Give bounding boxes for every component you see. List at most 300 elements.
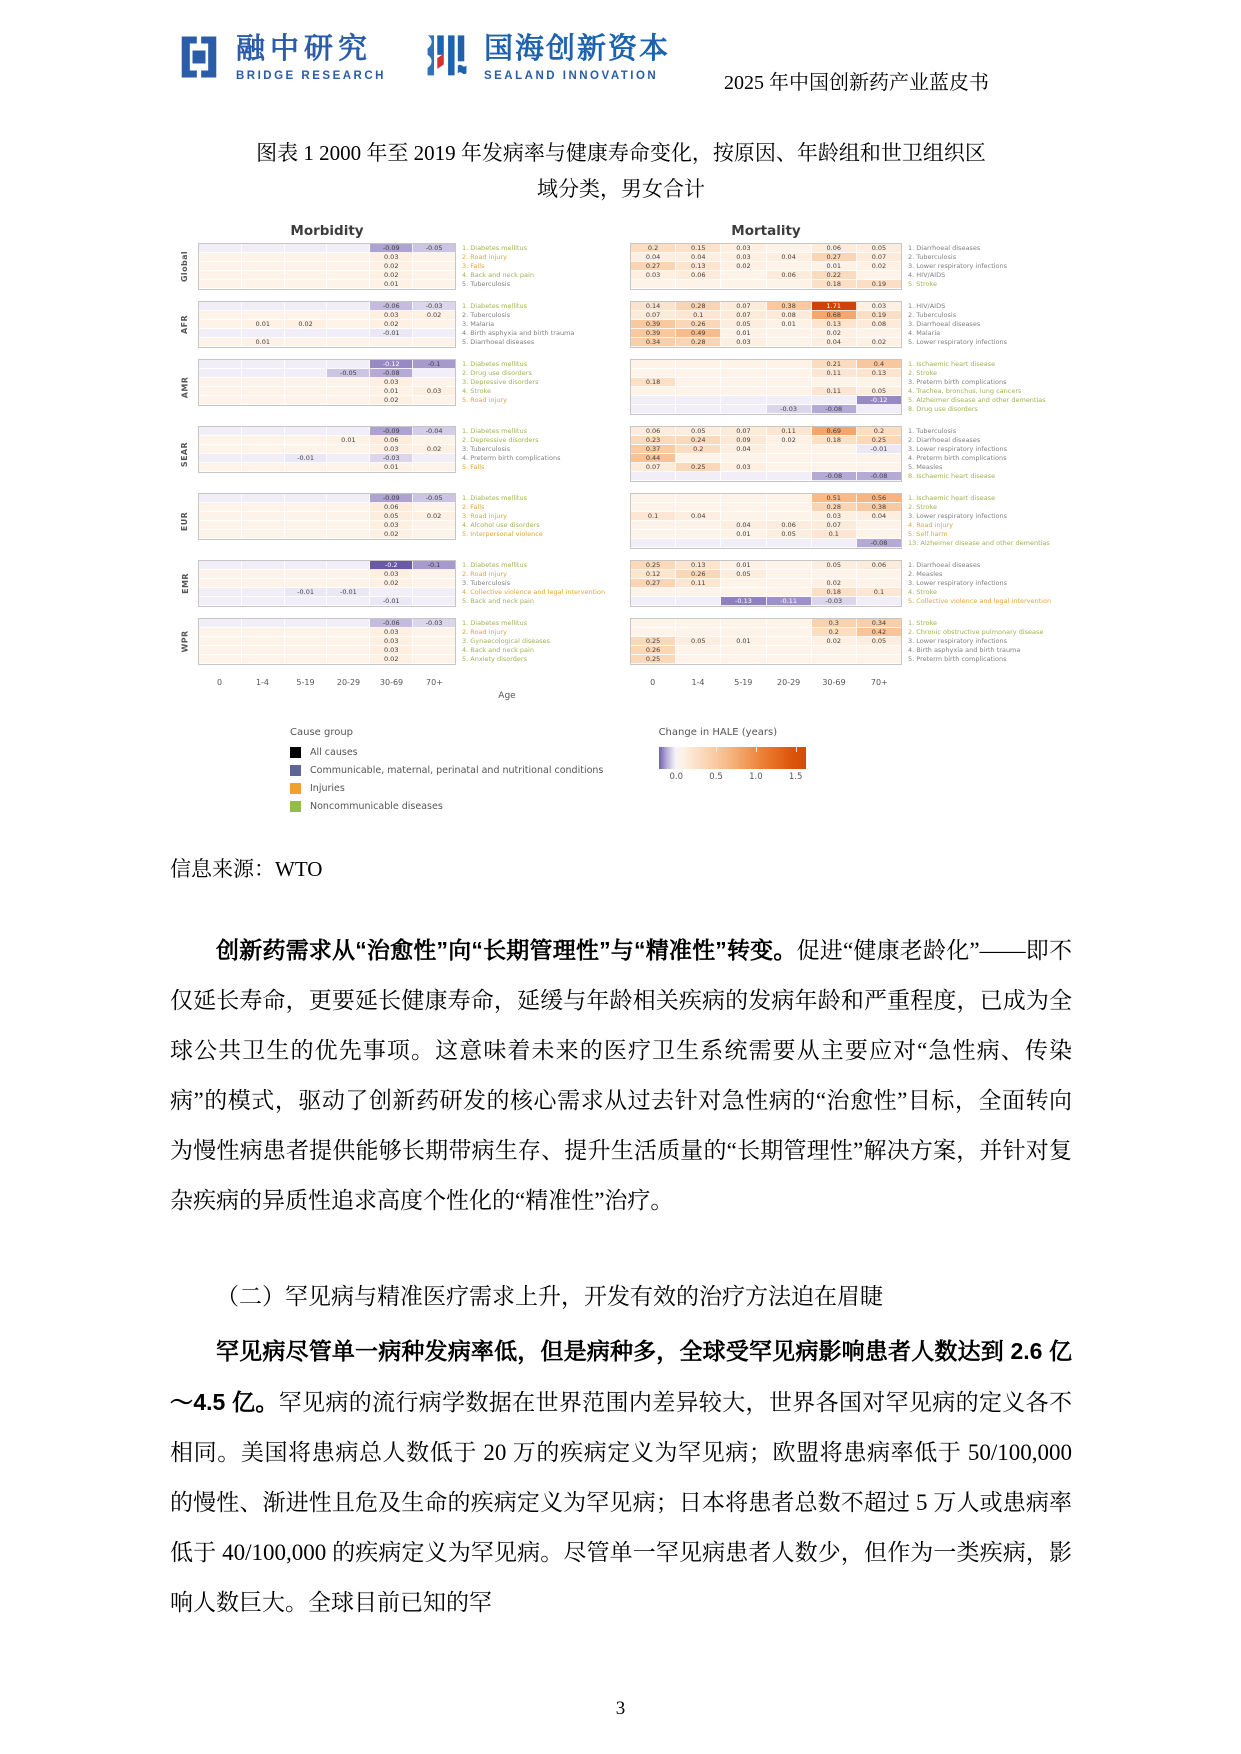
heatmap-cell: 0.02 xyxy=(370,271,413,280)
heatmap-cell xyxy=(631,597,676,606)
heatmap-cell xyxy=(413,436,455,445)
heatmap-cell xyxy=(413,521,455,530)
heatmap-cell: 0.07 xyxy=(721,302,766,311)
heatmap-cell: 0.02 xyxy=(370,530,413,539)
heatmap-cell: 0.04 xyxy=(631,253,676,262)
heatmap-cell xyxy=(242,628,285,637)
heatmap-cell xyxy=(199,436,242,445)
heatmap-cell: 0.3 xyxy=(812,619,857,628)
disease-label: 2. Chronic obstructive pulmonary disease xyxy=(908,628,1044,636)
heatmap-cell xyxy=(676,369,721,378)
heatmap-cell xyxy=(199,244,242,253)
heatmap-cell xyxy=(413,338,455,347)
heatmap-cell xyxy=(767,646,812,655)
disease-label: 3. Tuberculosis xyxy=(462,579,511,587)
heatmap-cell: 0.02 xyxy=(767,436,812,445)
heatmap-block xyxy=(630,493,902,549)
heatmap-cell: 0.02 xyxy=(370,655,413,664)
heatmap-cell xyxy=(812,378,857,387)
region-label: EMR xyxy=(180,573,190,594)
figure-caption-line1: 图表 1 2000 年至 2019 年发病率与健康寿命变化，按原因、年龄组和世卫组织区 xyxy=(256,141,986,165)
heatmap-cell xyxy=(721,494,766,503)
heatmap-cell xyxy=(327,329,370,338)
heatmap-cell xyxy=(767,262,812,271)
heatmap-cell xyxy=(812,445,857,454)
heatmap-cell xyxy=(857,329,901,338)
disease-label: 5. Preterm birth complications xyxy=(908,655,1007,663)
heatmap-block xyxy=(198,426,456,473)
heatmap-cell: -0.01 xyxy=(370,329,413,338)
heatmap-cell: 0.01 xyxy=(812,262,857,271)
disease-label-column xyxy=(902,359,1074,414)
heatmap-cell xyxy=(767,244,812,253)
heatmap-cell: 0.05 xyxy=(721,570,766,579)
paragraph-2 xyxy=(170,1326,1072,1628)
disease-label: 4. Back and neck pain xyxy=(462,271,534,279)
heatmap-cell xyxy=(721,280,766,289)
region-label: AFR xyxy=(180,314,190,335)
heatmap-cell xyxy=(242,244,285,253)
disease-label-column xyxy=(902,426,1074,481)
heatmap-cell xyxy=(676,378,721,387)
heatmap-cell xyxy=(199,253,242,262)
heatmap-cell xyxy=(285,436,328,445)
age-tick: 0 xyxy=(650,678,656,687)
disease-label: 4. Malaria xyxy=(908,329,941,337)
colorbar-tick: 0.0 xyxy=(669,772,684,782)
heatmap-cell xyxy=(242,262,285,271)
disease-label: 5. Interpersonal violence xyxy=(462,530,543,538)
heatmap-cell xyxy=(721,472,766,481)
heatmap-cell xyxy=(242,512,285,521)
heatmap-cell xyxy=(767,378,812,387)
heatmap-cell xyxy=(721,539,766,548)
heatmap-cell: 0.03 xyxy=(721,244,766,253)
heatmap-cell: -0.06 xyxy=(370,619,413,628)
heatmap-cell xyxy=(857,454,901,463)
heatmap-cell: 0.03 xyxy=(370,637,413,646)
heatmap-cell xyxy=(327,253,370,262)
heatmap-cell xyxy=(676,472,721,481)
region-row xyxy=(172,493,1074,549)
heatmap-cell xyxy=(199,387,242,396)
heatmap-cell: 0.38 xyxy=(767,302,812,311)
disease-label-column xyxy=(456,560,630,606)
age-axis-label: Age xyxy=(498,691,516,701)
heatmap-cell: -0.03 xyxy=(767,405,812,414)
age-tick: 20-29 xyxy=(336,678,361,687)
heatmap-cell xyxy=(285,302,328,311)
disease-label: 3. Malaria xyxy=(462,320,495,328)
heatmap-block xyxy=(630,301,902,348)
heatmap-block xyxy=(630,426,902,482)
heatmap-cell xyxy=(413,463,455,472)
heatmap-cell xyxy=(721,360,766,369)
heatmap-cell: 0.01 xyxy=(370,387,413,396)
disease-label: 3. Lower respiratory infections xyxy=(908,512,1008,520)
heatmap-cell: 0.2 xyxy=(812,628,857,637)
heatmap-cell xyxy=(721,628,766,637)
heatmap-cell xyxy=(631,472,676,481)
heatmap-block xyxy=(630,359,902,415)
heatmap-cell xyxy=(721,396,766,405)
disease-label: 3. Depressive disorders xyxy=(462,378,539,386)
heatmap-cell xyxy=(199,378,242,387)
heatmap-cell xyxy=(812,539,857,548)
heatmap-cell xyxy=(327,530,370,539)
heatmap-cell: 0.08 xyxy=(857,320,901,329)
disease-label: 2. Road injury xyxy=(462,628,508,636)
heatmap-cell: 0.03 xyxy=(721,463,766,472)
heatmap-cell xyxy=(285,597,328,606)
disease-label: 3. Preterm birth complications xyxy=(908,378,1007,386)
heatmap-cell xyxy=(676,521,721,530)
heatmap-cell xyxy=(285,628,328,637)
heatmap-block xyxy=(198,301,456,348)
heatmap-cell: -0.03 xyxy=(413,302,455,311)
disease-label: 2. Tuberculosis xyxy=(908,311,957,319)
heatmap-cell: 0.05 xyxy=(676,427,721,436)
heatmap-cell xyxy=(767,539,812,548)
heatmap-cell xyxy=(199,454,242,463)
heatmap-cell: 0.06 xyxy=(370,436,413,445)
heatmap-cell: 0.03 xyxy=(721,338,766,347)
heatmap-cell xyxy=(242,280,285,289)
heatmap-cell: 0.34 xyxy=(631,338,676,347)
disease-label: 2. Stroke xyxy=(908,369,937,377)
page-number: 3 xyxy=(615,1698,626,1719)
heatmap-cell xyxy=(327,503,370,512)
cause-group-legend-item xyxy=(290,765,659,776)
disease-label: 3. Lower respiratory infections xyxy=(908,637,1008,645)
heatmap-cell xyxy=(721,655,766,664)
heatmap-cell: 0.27 xyxy=(631,262,676,271)
heatmap-cell: 0.02 xyxy=(812,579,857,588)
heatmap-cell xyxy=(199,579,242,588)
heatmap-cell xyxy=(327,396,370,405)
heatmap-cell: 0.25 xyxy=(631,655,676,664)
heatmap-cell xyxy=(767,512,812,521)
heatmap-cell: 0.03 xyxy=(413,387,455,396)
heatmap-cell xyxy=(199,262,242,271)
heatmap-cell xyxy=(242,360,285,369)
region-row xyxy=(172,560,1074,607)
heatmap-cell xyxy=(631,360,676,369)
heatmap-cell: -0.08 xyxy=(812,472,857,481)
heatmap-cell: 0.01 xyxy=(327,436,370,445)
heatmap-cell: -0.01 xyxy=(285,454,328,463)
paragraph-2-text: 罕见病的流行病学数据在世界范围内差异较大，世界各国对罕见病的定义各不相同。美国将患病总人数低于 20 万的疾病定义为罕见病；欧盟将患病率低于 50/100,000 的慢性、渐进性且危及生命的疾病定义为罕见病；日本将患者总数不超过 5 万人或患病率低于 40/100,000 的疾病定义为罕见病。尽管单一罕见病患者人数少，但作为一类疾病，影响人数巨大。全球目前已知的罕 xyxy=(170,1390,1072,1615)
heatmap-cell xyxy=(199,280,242,289)
disease-label: 13. Alzheimer disease and other dementias xyxy=(908,539,1050,547)
heatmap-cell: 0.06 xyxy=(676,271,721,280)
paragraph-2-lead: 罕见病尽管单一病种发病率低，但是病种多，全球受罕见病影响患者人数达到 2.6 亿～4.5 亿。 xyxy=(170,1338,1072,1415)
heatmap-cell: 0.21 xyxy=(812,360,857,369)
heatmap-cell: 0.09 xyxy=(721,436,766,445)
heatmap-cell: 0.02 xyxy=(285,320,328,329)
heatmap-cell: 0.01 xyxy=(767,320,812,329)
disease-label: 2. Falls xyxy=(462,503,485,511)
heatmap-cell xyxy=(413,320,455,329)
heatmap-cell xyxy=(242,597,285,606)
heatmap-cell xyxy=(327,561,370,570)
heatmap-cell xyxy=(327,655,370,664)
heatmap-cell xyxy=(199,512,242,521)
heatmap-cell xyxy=(242,396,285,405)
heatmap-cell xyxy=(327,271,370,280)
heatmap-cell xyxy=(199,588,242,597)
heatmap-cell: 0.51 xyxy=(812,494,857,503)
heatmap-cell: 0.2 xyxy=(631,244,676,253)
heatmap-cell xyxy=(767,329,812,338)
legend-label: All causes xyxy=(310,747,358,758)
heatmap-cell xyxy=(199,561,242,570)
heatmap-cell: 0.01 xyxy=(721,561,766,570)
disease-label: 5. Anxiety disorders xyxy=(462,655,527,663)
disease-label: 3. Road injury xyxy=(462,512,508,520)
region-row xyxy=(172,426,1074,482)
heatmap-cell: 0.02 xyxy=(721,262,766,271)
heatmap-cell xyxy=(631,521,676,530)
disease-label: 4. Back and neck pain xyxy=(462,646,534,654)
heatmap-cell: 0.27 xyxy=(631,579,676,588)
heatmap-cell xyxy=(242,427,285,436)
disease-label: 1. Ischaemic heart disease xyxy=(908,360,996,368)
heatmap-cell xyxy=(285,619,328,628)
heatmap-cell xyxy=(631,396,676,405)
heatmap-cell: 0.05 xyxy=(370,512,413,521)
heatmap-cell: 0.26 xyxy=(676,320,721,329)
heatmap-cell: 0.04 xyxy=(767,253,812,262)
heatmap-cell xyxy=(767,655,812,664)
heatmap-cell xyxy=(767,280,812,289)
hale-colorbar xyxy=(659,727,806,819)
disease-label: 3. Tuberculosis xyxy=(462,445,511,453)
disease-label: 2. Measles xyxy=(908,570,943,578)
heatmap-cell: 0.1 xyxy=(857,588,901,597)
heatmap-cell xyxy=(199,302,242,311)
heatmap-cell: -0.2 xyxy=(370,561,413,570)
disease-label: 2. Road injury xyxy=(462,253,508,261)
panel-title-mortality: Mortality xyxy=(731,223,801,239)
heatmap-cell: -0.03 xyxy=(413,619,455,628)
disease-label: 4. Road injury xyxy=(908,521,954,529)
disease-label: 3. Lower respiratory infections xyxy=(908,262,1008,270)
disease-label: 1. Diarrhoeal diseases xyxy=(908,244,981,252)
heatmap-cell xyxy=(242,646,285,655)
heatmap-cell xyxy=(327,570,370,579)
heatmap-cell xyxy=(857,570,901,579)
heatmap-cell: 0.03 xyxy=(370,445,413,454)
heatmap-cell: 0.13 xyxy=(676,561,721,570)
heatmap-cell xyxy=(676,360,721,369)
heatmap-cell xyxy=(242,588,285,597)
disease-label: 5. Alzheimer disease and other dementias xyxy=(908,396,1046,404)
heatmap-cell xyxy=(199,338,242,347)
disease-label-column xyxy=(902,301,1074,347)
heatmap-cell xyxy=(676,588,721,597)
bridge-research-name-cn: 融中研究 xyxy=(236,33,373,65)
heatmap-cell xyxy=(767,369,812,378)
heatmap-cell: 0.01 xyxy=(242,320,285,329)
disease-label: 3. Falls xyxy=(462,262,485,270)
heatmap-cell: 0.27 xyxy=(812,253,857,262)
heatmap-cell: 0.44 xyxy=(631,454,676,463)
cause-group-legend xyxy=(290,727,659,819)
figure-source: 信息来源：WTO xyxy=(170,857,323,881)
heatmap-cell: 0.03 xyxy=(370,628,413,637)
disease-label: 4. Collective violence and legal intervention xyxy=(462,588,606,596)
heatmap-cell xyxy=(413,262,455,271)
heatmap-cell: 0.18 xyxy=(812,436,857,445)
heatmap-cell xyxy=(242,570,285,579)
hale-colorbar-gradient xyxy=(659,747,806,769)
colorbar-tick: 1.0 xyxy=(749,772,763,782)
disease-label: 4. Alcohol use disorders xyxy=(462,521,540,529)
heatmap-cell xyxy=(676,655,721,664)
disease-label-column xyxy=(902,618,1074,664)
heatmap-cell xyxy=(327,646,370,655)
heatmap-cell xyxy=(721,512,766,521)
heatmap-cell: 0.19 xyxy=(857,280,901,289)
heatmap-cell xyxy=(242,579,285,588)
heatmap-cell xyxy=(413,378,455,387)
heatmap-cell xyxy=(812,396,857,405)
disease-label: 1. Stroke xyxy=(908,619,937,627)
heatmap-cell xyxy=(413,369,455,378)
heatmap-cell: 0.19 xyxy=(857,311,901,320)
heatmap-cell: 0.07 xyxy=(857,253,901,262)
region-row xyxy=(172,618,1074,665)
heatmap-cell: 0.03 xyxy=(370,570,413,579)
heatmap-cell xyxy=(413,628,455,637)
heatmap-cell xyxy=(327,262,370,271)
legend-swatch xyxy=(290,765,301,776)
heatmap-cell xyxy=(631,369,676,378)
heatmap-cell: 0.22 xyxy=(812,271,857,280)
heatmap-cell xyxy=(242,311,285,320)
heatmap-cell: 0.05 xyxy=(767,530,812,539)
disease-label: 5. Measles xyxy=(908,463,943,471)
heatmap-cell xyxy=(721,503,766,512)
heatmap-cell: 0.18 xyxy=(812,280,857,289)
heatmap-cell: 0.26 xyxy=(631,646,676,655)
heatmap-cell xyxy=(327,521,370,530)
heatmap-cell: 0.02 xyxy=(370,262,413,271)
heatmap-cell: 0.02 xyxy=(413,311,455,320)
heatmap-cell xyxy=(285,244,328,253)
heatmap-cell xyxy=(812,454,857,463)
heatmap-cell xyxy=(812,463,857,472)
heatmap-cell: 0.05 xyxy=(721,320,766,329)
disease-label: 2. Tuberculosis xyxy=(908,253,957,261)
heatmap-cell xyxy=(285,579,328,588)
heatmap-cell: 0.02 xyxy=(857,262,901,271)
heatmap-cell: 0.06 xyxy=(857,561,901,570)
heatmap-cell xyxy=(285,503,328,512)
heatmap-cell xyxy=(285,494,328,503)
heatmap-cell: 0.14 xyxy=(631,302,676,311)
disease-label: 5. Falls xyxy=(462,463,485,471)
age-tick: 5-19 xyxy=(296,678,315,687)
heatmap-cell: 0.03 xyxy=(370,253,413,262)
region-row xyxy=(172,301,1074,348)
heatmap-cell: 0.39 xyxy=(631,320,676,329)
heatmap-cell: -0.05 xyxy=(327,369,370,378)
heatmap-cell xyxy=(285,530,328,539)
legend-swatch xyxy=(290,801,301,812)
heatmap-cell xyxy=(242,302,285,311)
disease-label: 2. Depressive disorders xyxy=(462,436,539,444)
heatmap-cell xyxy=(413,530,455,539)
heatmap-cell xyxy=(285,369,328,378)
heatmap-cell: -0.08 xyxy=(857,472,901,481)
heatmap-cell xyxy=(199,445,242,454)
region-label: Global xyxy=(180,250,190,283)
heatmap-cell: -0.01 xyxy=(370,597,413,606)
heatmap-cell xyxy=(199,646,242,655)
heatmap-cell: 0.06 xyxy=(631,427,676,436)
heatmap-cell xyxy=(242,445,285,454)
heatmap-block xyxy=(630,560,902,607)
heatmap-cell xyxy=(285,570,328,579)
heatmap-cell: -0.1 xyxy=(413,360,455,369)
heatmap-cell xyxy=(199,329,242,338)
heatmap-cell: 0.38 xyxy=(857,503,901,512)
heatmap-cell: 0.07 xyxy=(631,463,676,472)
heatmap-cell: 0.13 xyxy=(676,262,721,271)
heatmap-cell: 0.02 xyxy=(370,396,413,405)
heatmap-cell: 0.03 xyxy=(631,271,676,280)
heatmap-cell: 0.15 xyxy=(676,244,721,253)
heatmap-cell xyxy=(327,579,370,588)
heatmap-cell: 0.04 xyxy=(721,445,766,454)
heatmap-cell: 0.34 xyxy=(857,619,901,628)
disease-label: 1. Ischaemic heart disease xyxy=(908,494,996,502)
heatmap-cell: 0.06 xyxy=(812,244,857,253)
disease-label-column xyxy=(456,618,630,664)
heatmap-cell: 0.01 xyxy=(370,463,413,472)
heatmap-cell xyxy=(413,454,455,463)
heatmap-cell xyxy=(370,588,413,597)
figure-caption-line2: 域分类，男女合计 xyxy=(537,177,705,201)
heatmap-cell xyxy=(857,655,901,664)
heatmap-cell xyxy=(242,387,285,396)
disease-label: 5. Stroke xyxy=(908,280,937,288)
region-label: WPR xyxy=(180,630,190,653)
heatmap-cell xyxy=(767,387,812,396)
heatmap-cell xyxy=(676,530,721,539)
legend-label: Noncommunicable diseases xyxy=(310,801,443,812)
heatmap-cell xyxy=(631,387,676,396)
disease-label-column xyxy=(456,426,630,472)
age-tick: 70+ xyxy=(426,678,443,687)
heatmap-cell xyxy=(767,360,812,369)
heatmap-cell: 0.07 xyxy=(631,311,676,320)
heatmap-cell xyxy=(285,329,328,338)
heatmap-cell xyxy=(327,320,370,329)
heatmap-cell xyxy=(327,619,370,628)
legend-swatch xyxy=(290,747,301,758)
heatmap-cell xyxy=(285,280,328,289)
heatmap-cell xyxy=(242,655,285,664)
heatmap-cell xyxy=(327,360,370,369)
heatmap-cell xyxy=(767,579,812,588)
region-row xyxy=(172,243,1074,290)
bridge-research-logo xyxy=(172,30,386,84)
disease-label: 4. HIV/AIDS xyxy=(908,271,946,279)
heatmap-cell: 0.1 xyxy=(812,530,857,539)
